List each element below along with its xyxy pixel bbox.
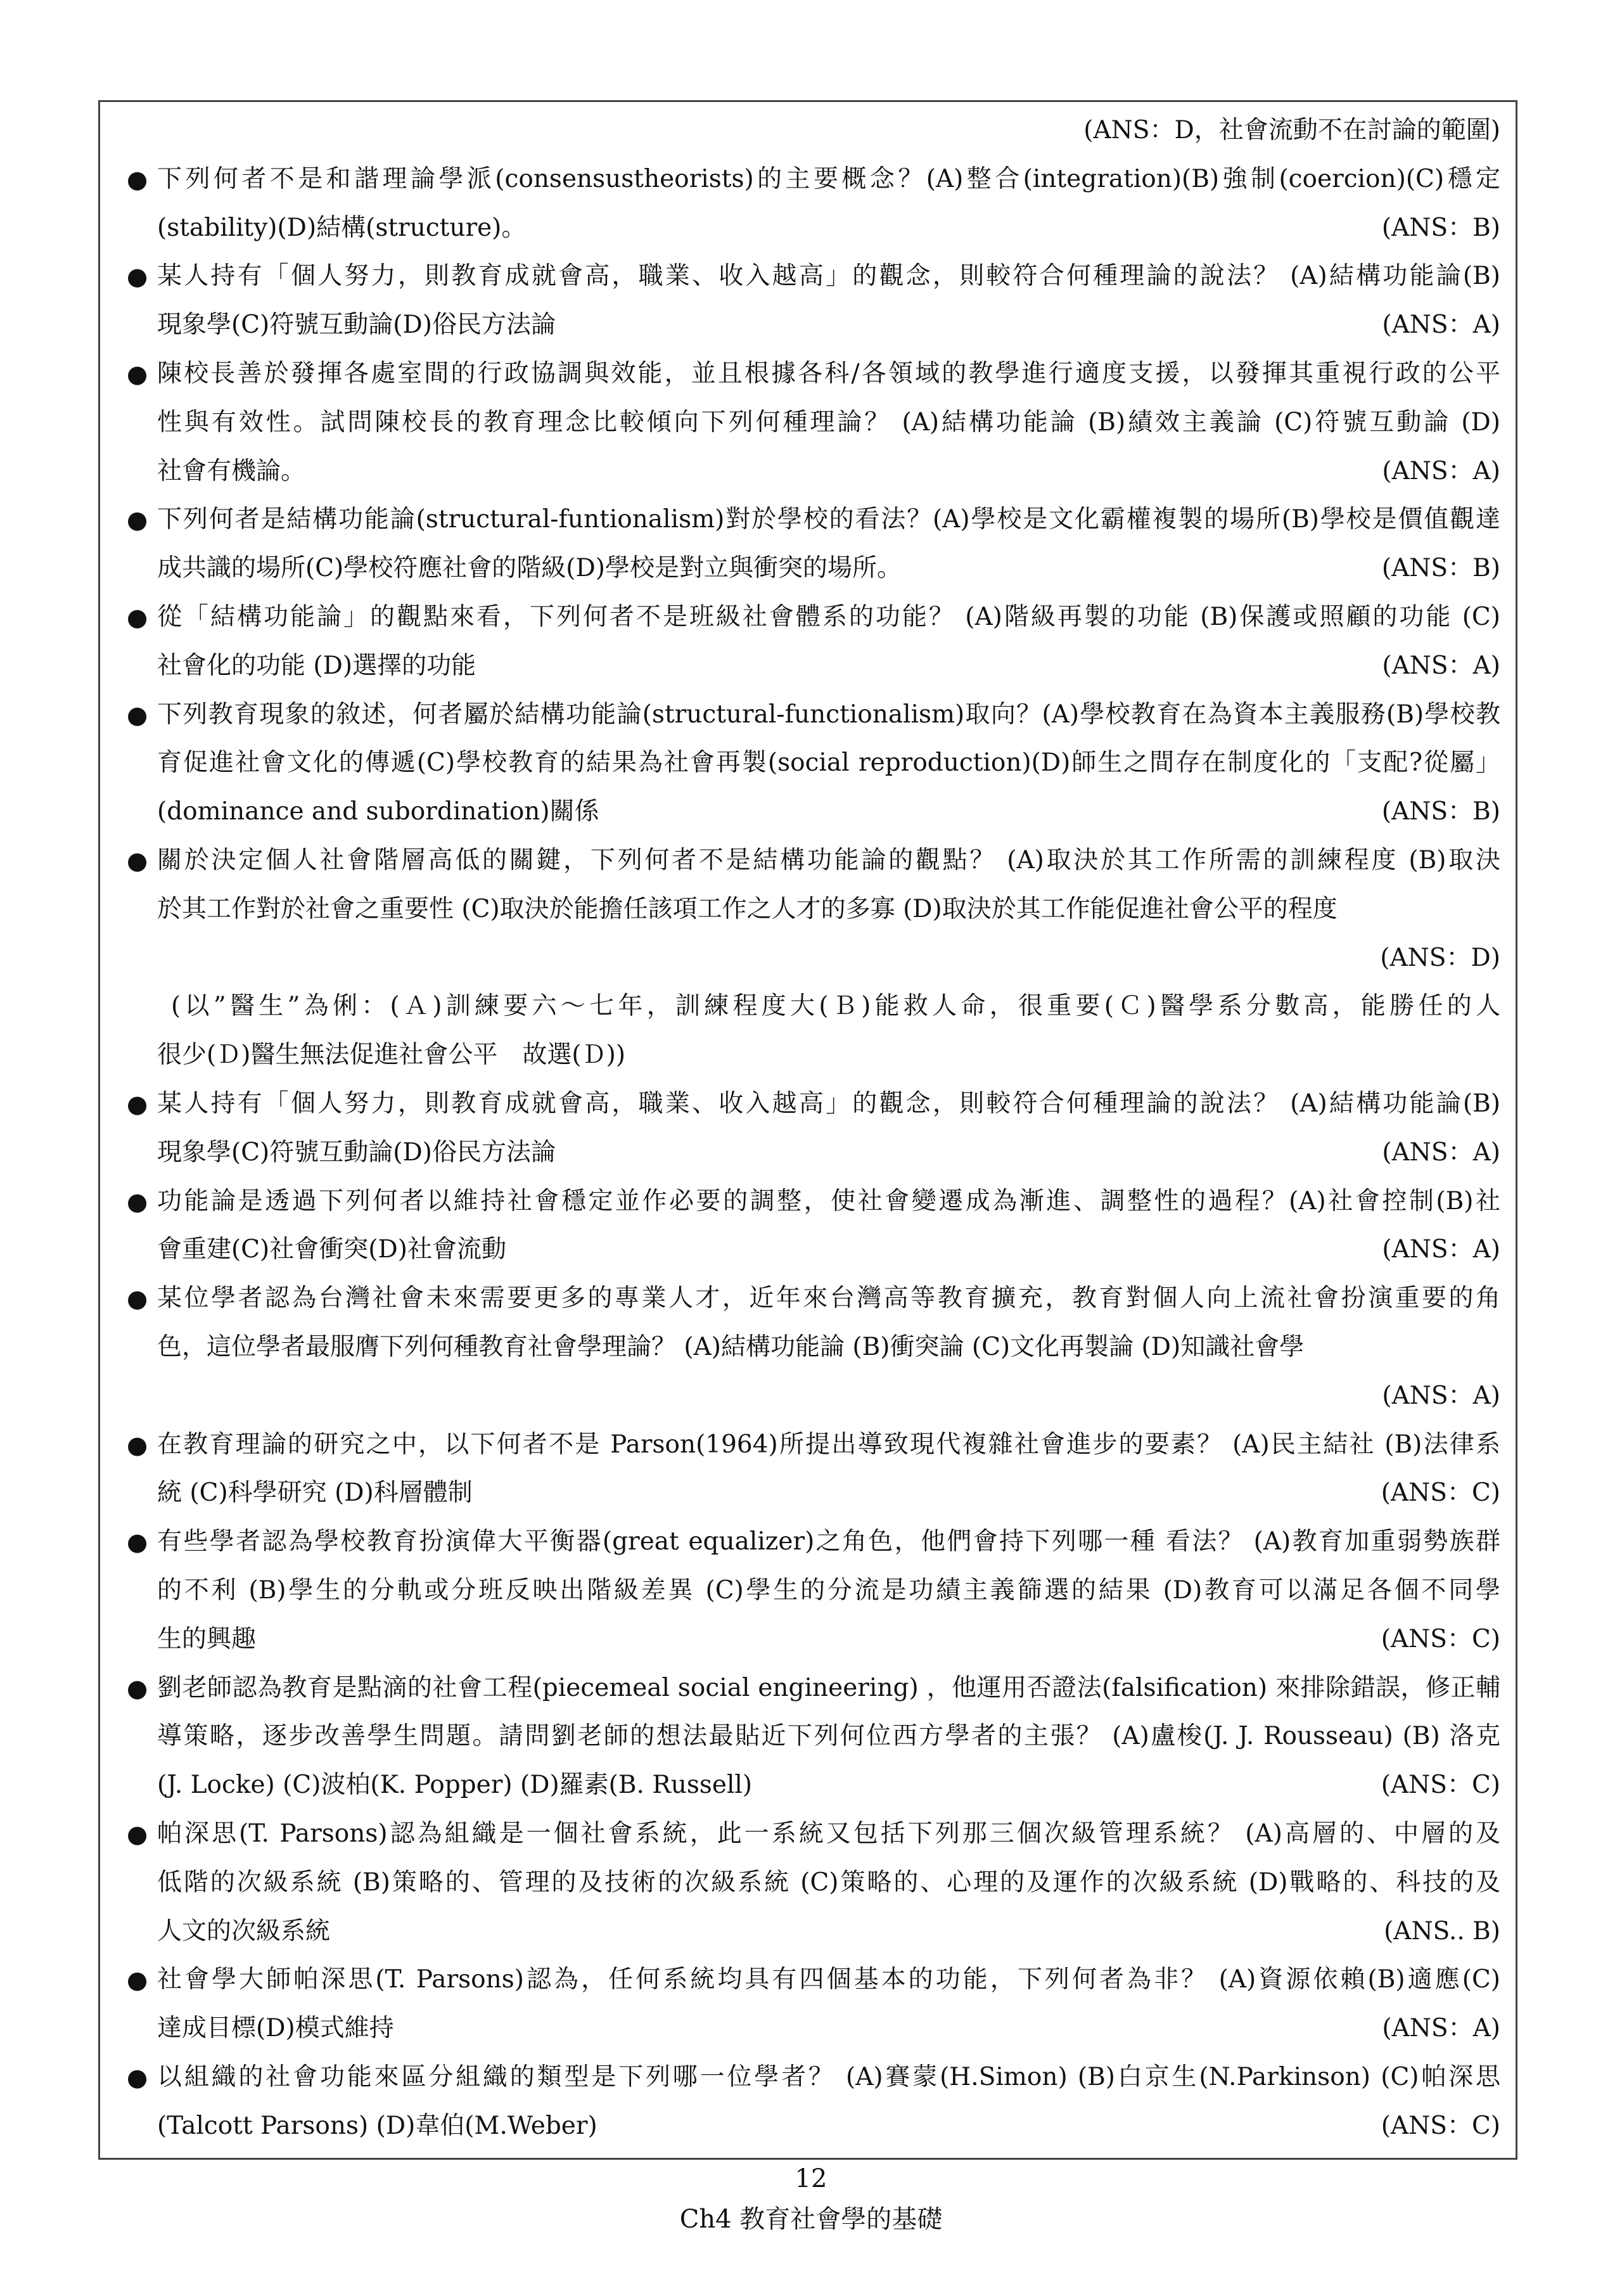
question-text: 有些學者認為學校教育扮演偉大平衡器(great equalizer)之角色，他們會持下列哪一種 看法？ (A)教育加重弱勢族群 <box>157 1527 1500 1556</box>
bullet-icon: ● <box>127 1187 148 1215</box>
question-line <box>127 1080 1500 1128</box>
question-text: 下列何者不是和諧理論學派(consensustheorists)的主要概念？(A)整合(integration)(B)強制(coercion)(C)穩定 <box>157 164 1500 193</box>
answer-label: (ANS：A) <box>1382 651 1500 680</box>
answer-label: (ANS.. B) <box>1384 1916 1500 1946</box>
bullet-icon: ● <box>127 1090 148 1118</box>
answer-label: (ANS：A) <box>1382 2014 1500 2043</box>
page-number: 12 <box>795 2164 827 2193</box>
question-line <box>127 301 1500 349</box>
question-line <box>127 2102 1500 2150</box>
question-text: 導策略，逐步改善學生問題。請問劉老師的想法最貼近下列何位西方學者的主張？ (A)盧梭(J. J. Rousseau) (B) 洛克 <box>157 1722 1500 1751</box>
question-line <box>127 885 1500 933</box>
question-text: 在教育理論的研究之中，以下何者不是 Parson(1964)所提出導致現代複雜社會進步的要素？ (A)民主結社 (B)法律系 <box>157 1430 1500 1459</box>
question-text: 色，這位學者最服膺下列何種教育社會學理論？ (A)結構功能論 (B)衝突論 (C)文化再製論 (D)知識社會學 <box>157 1333 1305 1361</box>
question-line <box>127 1664 1500 1712</box>
question-line <box>127 739 1500 787</box>
bullet-icon: ● <box>127 1528 148 1556</box>
question-text: 統 (C)科學研究 (D)科層體制 <box>157 1478 473 1508</box>
answer-label: (ANS：A) <box>1382 1381 1500 1410</box>
bullet-icon: ● <box>127 262 148 291</box>
answer-label: (ANS：B) <box>1381 554 1500 583</box>
explanation-line <box>127 1031 1500 1079</box>
answer-label: (ANS：C) <box>1381 1771 1500 1800</box>
question-text: 關於決定個人社會階層高低的關鍵，下列何者不是結構功能論的觀點？ (A)取決於其工作所需的訓練程度 (B)取決 <box>157 846 1500 875</box>
question-text: 於其工作對於社會之重要性 (C)取決於能擔任該項工作之人才的多寡 (D)取決於其工作能促進社會公平的程度 <box>157 894 1338 923</box>
question-line <box>127 1518 1500 1566</box>
question-line <box>127 788 1500 836</box>
bullet-icon: ● <box>127 360 148 388</box>
question-line <box>127 1323 1500 1371</box>
bullet-icon: ● <box>127 1430 148 1459</box>
question-line <box>127 1421 1500 1469</box>
question-line <box>127 1469 1500 1517</box>
bullet-icon: ● <box>127 1674 148 1702</box>
question-line <box>127 1226 1500 1274</box>
question-text: (Talcott Parsons) (D)韋伯(M.Weber) <box>157 2111 597 2140</box>
answer-label: (ANS：C) <box>1381 1478 1500 1508</box>
question-line <box>127 252 1500 300</box>
bullet-icon: ● <box>127 700 148 729</box>
question-text: 社會學大師帕深思(T. Parsons)認為，任何系統均具有四個基本的功能，下列何者為非？ (A)資源依賴(B)適應(C) <box>157 1965 1500 1994</box>
question-line <box>127 350 1500 398</box>
bullet-icon: ● <box>127 603 148 631</box>
question-text: 陳校長善於發揮各處室間的行政協調與效能，並且根據各科/各領域的教學進行適度支援，以發揮其重視行政的公平 <box>157 359 1500 388</box>
question-line <box>127 1177 1500 1226</box>
question-text: (dominance and subordination)關係 <box>157 797 599 826</box>
question-line <box>127 204 1500 252</box>
question-line <box>127 544 1500 593</box>
question-text: 某人持有「個人努力，則教育成就會高，職業、收入越高」的觀念，則較符合何種理論的說法？ (A)結構功能論(B) <box>157 1089 1500 1118</box>
question-text: 以組織的社會功能來區分組織的類型是下列哪一位學者？ (A)賽蒙(H.Simon) (B)白京生(N.Parkinson) (C)帕深思 <box>157 2063 1500 2091</box>
answer-row <box>127 1372 1500 1420</box>
question-text: 社會有機論。 <box>157 456 306 485</box>
top-note-row <box>127 106 1500 155</box>
question-text: 育促進社會文化的傳遞(C)學校教育的結果為社會再製(social reproduction)(D)師生之間存在制度化的「支配?從屬」 <box>157 748 1500 778</box>
question-text: 成共識的場所(C)學校符應社會的階級(D)學校是對立與衝突的場所。 <box>157 554 902 583</box>
question-text: 現象學(C)符號互動論(D)俗民方法論 <box>157 1138 556 1167</box>
answer-label: (ANS：D) <box>1380 943 1500 972</box>
explanation-line <box>127 982 1500 1030</box>
bullet-icon: ● <box>127 2063 148 2091</box>
question-line <box>127 2004 1500 2053</box>
question-line <box>127 837 1500 885</box>
bullet-icon: ● <box>127 506 148 534</box>
question-text: 人文的次級系統 <box>157 1916 331 1946</box>
question-text: 性與有效性。試問陳校長的教育理念比較傾向下列何種理論？ (A)結構功能論 (B)績效主義論 (C)符號互動論 (D) <box>157 407 1500 437</box>
question-line <box>127 496 1500 544</box>
answer-label: (ANS：B) <box>1381 797 1500 826</box>
question-line <box>127 399 1500 447</box>
question-text: 從「結構功能論」的觀點來看，下列何者不是班級社會體系的功能？ (A)階級再製的功能 (B)保護或照顧的功能 (C) <box>157 603 1500 631</box>
question-line <box>127 1810 1500 1858</box>
question-text: 社會化的功能 (D)選擇的功能 <box>157 651 476 680</box>
question-line <box>127 1712 1500 1760</box>
answer-label: (ANS：A) <box>1382 1138 1500 1167</box>
answer-label: (ANS：C) <box>1381 2111 1500 2140</box>
question-text: 現象學(C)符號互動論(D)俗民方法論 <box>157 311 556 340</box>
question-text: 生的興趣 <box>157 1624 257 1653</box>
question-text: 功能論是透過下列何者以維持社會穩定並作必要的調整，使社會變遷成為漸進、調整性的過程？(A)社會控制(B)社 <box>157 1186 1500 1215</box>
answer-row <box>127 934 1500 982</box>
question-line <box>127 1615 1500 1664</box>
question-line <box>127 1274 1500 1323</box>
question-line <box>127 593 1500 641</box>
question-line <box>127 1129 1500 1177</box>
question-text: (J. Locke) (C)波柏(K. Popper) (D)羅素(B. Russell) <box>157 1771 753 1800</box>
question-text: 下列教育現象的敘述，何者屬於結構功能論(structural-functionalism)取向？(A)學校教育在為資本主義服務(B)學校教 <box>157 700 1500 729</box>
question-line <box>127 155 1500 203</box>
explanation-text: 很少(Ｄ)醫生無法促進社會公平 故選(Ｄ)) <box>157 1041 626 1070</box>
question-line <box>127 691 1500 739</box>
question-text: 的不利 (B)學生的分軌或分班反映出階級差異 (C)學生的分流是功績主義篩選的結果 (D)教育可以滿足各個不同學 <box>157 1576 1500 1605</box>
answer-label: (ANS：A) <box>1382 456 1500 485</box>
answer-note: (ANS：D，社會流動不在討論的範圍) <box>1083 116 1500 144</box>
answer-label: (ANS：A) <box>1382 311 1500 340</box>
question-text: 下列何者是結構功能論(structural-funtionalism)對於學校的看法？(A)學校是文化霸權複製的場所(B)學校是價值觀達 <box>157 505 1500 534</box>
question-line <box>127 1859 1500 1907</box>
bullet-icon: ● <box>127 1820 148 1848</box>
question-text: 某人持有「個人努力，則教育成就會高，職業、收入越高」的觀念，則較符合何種理論的說法？ (A)結構功能論(B) <box>157 262 1500 291</box>
bullet-icon: ● <box>127 1966 148 1994</box>
question-text: 某位學者認為台灣社會未來需要更多的專業人才，近年來台灣高等教育擴充，教育對個人向上流社會扮演重要的角 <box>157 1284 1500 1313</box>
question-text: 會重建(C)社會衝突(D)社會流動 <box>157 1235 506 1264</box>
question-line <box>127 1956 1500 2004</box>
question-text: 低階的次級系統 (B)策略的、管理的及技術的次級系統 (C)策略的、心理的及運作的次級系統 (D)戰略的、科技的及 <box>157 1868 1500 1897</box>
question-text: 帕深思(T. Parsons)認為組織是一個社會系統，此一系統又包括下列那三個次級管理系統？ (A)高層的、中層的及 <box>157 1819 1500 1848</box>
question-text: 達成目標(D)模式維持 <box>157 2014 394 2043</box>
document-frame <box>98 100 1517 2160</box>
question-line <box>127 447 1500 496</box>
question-line <box>127 642 1500 690</box>
answer-label: (ANS：A) <box>1382 1235 1500 1264</box>
question-line <box>127 1567 1500 1615</box>
question-line <box>127 2053 1500 2101</box>
question-text: (stability)(D)結構(structure)。 <box>157 213 527 242</box>
bullet-icon: ● <box>127 847 148 875</box>
question-text: 劉老師認為教育是點滴的社會工程(piecemeal social engineering) ，他運用否證法(falsification) 來排除錯誤，修正輔 <box>157 1673 1500 1702</box>
answer-label: (ANS：B) <box>1381 213 1500 242</box>
bullet-icon: ● <box>127 1285 148 1313</box>
bullet-icon: ● <box>127 165 148 193</box>
question-line <box>127 1908 1500 1956</box>
explanation-text: (以”醫生”為俐：(Ａ)訓練要六～七年，訓練程度大(Ｂ)能救人命，很重要(Ｃ)醫學系分數高，能勝任的人 <box>171 992 1500 1021</box>
question-line <box>127 1761 1500 1809</box>
chapter-title: Ch4 教育社會學的基礎 <box>679 2205 943 2234</box>
answer-label: (ANS：C) <box>1381 1624 1500 1653</box>
